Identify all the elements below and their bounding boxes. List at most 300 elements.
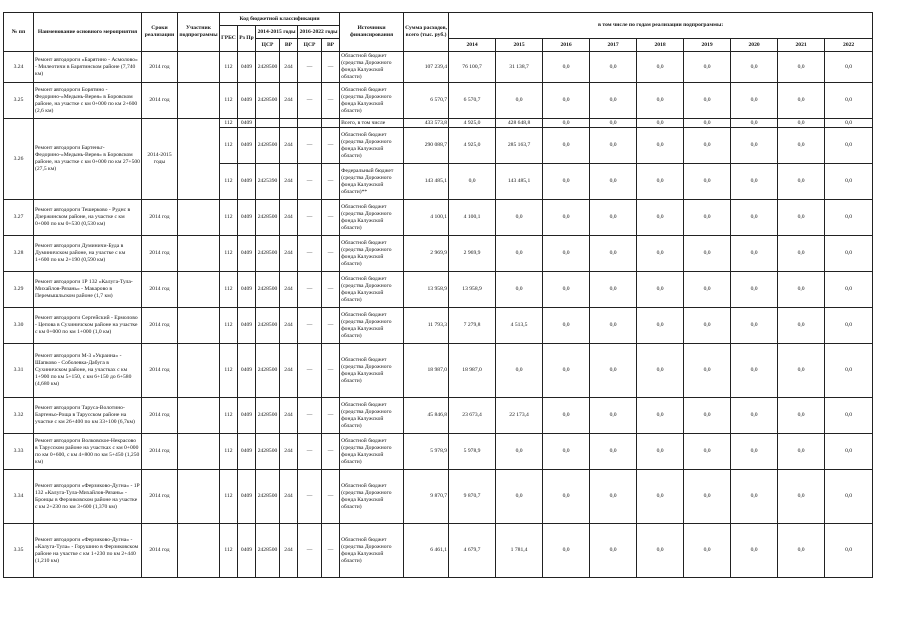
year-value-cell: 0,0 (825, 470, 873, 524)
year-value-cell: 0,0 (637, 83, 684, 119)
year-value-cell: 0,0 (778, 308, 825, 344)
year-value-cell: 23 673,4 (449, 398, 496, 434)
source-cell: Областной бюджет (средства Дорожного фонда Калужской области) (340, 83, 404, 119)
source-cell: Всего, в том числе (340, 119, 404, 128)
row-participant (178, 119, 220, 200)
year-value-cell: 0,0 (543, 83, 590, 119)
csr-cell: 2428500 (256, 272, 280, 308)
year-value-cell: 0,0 (778, 398, 825, 434)
year-value-cell: 0,0 (637, 128, 684, 164)
table-row (4, 83, 873, 119)
row-number: 3.32 (4, 398, 34, 434)
year-value-cell: 4 679,7 (449, 524, 496, 578)
year-value-cell: 0,0 (590, 344, 637, 398)
row-name: Ремонт автодороги М-3 «Украина» - Шапково - Соболевка-Дабуга в Сухиничском районе, на участках с км 1+900 по км 5+150, с км 6+150 до 6+580 (4,680 км) (34, 344, 142, 398)
year-value-cell: 0,0 (778, 200, 825, 236)
year-value-cell: 0,0 (731, 308, 778, 344)
row-participant (178, 236, 220, 272)
csr2-cell: — (298, 308, 322, 344)
table-row (4, 308, 873, 344)
year-value-cell: 0,0 (825, 308, 873, 344)
total-cell: 6 570,7 (404, 83, 449, 119)
total-cell: 18 987,0 (404, 344, 449, 398)
year-value-cell: 0,0 (778, 128, 825, 164)
budget-table (3, 12, 873, 578)
year-value-cell: 0,0 (496, 470, 543, 524)
col-name: Наименование основного мероприятия (34, 13, 142, 52)
table-row (4, 398, 873, 434)
grbs-cell: 112 (220, 164, 238, 200)
year-value-cell: 0,0 (590, 434, 637, 470)
year-value-cell: 4 513,5 (496, 308, 543, 344)
row-number: 3.30 (4, 308, 34, 344)
year-value-cell: 0,0 (543, 524, 590, 578)
year-value-cell: 0,0 (496, 83, 543, 119)
row-number: 3.35 (4, 524, 34, 578)
csr-cell: 2425390 (256, 164, 280, 200)
year-value-cell: 0,0 (684, 398, 731, 434)
year-value-cell: 0,0 (543, 164, 590, 200)
col-kbk: Код бюджетной классификации (220, 13, 340, 26)
col-year: 2019 (684, 39, 731, 52)
csr2-cell: — (298, 344, 322, 398)
grbs-cell: 112 (220, 52, 238, 83)
col-year: 2018 (637, 39, 684, 52)
vr-cell: 244 (280, 128, 298, 164)
year-value-cell: 0,0 (684, 128, 731, 164)
grbs-cell: 112 (220, 83, 238, 119)
rzpr-cell: 0409 (238, 83, 256, 119)
source-cell: Областной бюджет (средства Дорожного фонда Калужской области) (340, 524, 404, 578)
row-participant (178, 272, 220, 308)
csr-cell: 2428500 (256, 470, 280, 524)
year-value-cell: 0,0 (825, 52, 873, 83)
row-name: Ремонт автодороги Волковское-Некрасово в Тарусском районе на участках с км 0+000 по км 0+600, с км 4+800 по км 5+450 (1,250 км) (34, 434, 142, 470)
csr-cell: 2428500 (256, 344, 280, 398)
year-value-cell: 0,0 (684, 470, 731, 524)
year-value-cell: 0,0 (731, 398, 778, 434)
year-value-cell: 0,0 (684, 524, 731, 578)
rzpr-cell: 0409 (238, 272, 256, 308)
table-row (4, 344, 873, 398)
row-participant (178, 52, 220, 83)
year-value-cell: 143 485,1 (496, 164, 543, 200)
year-value-cell: 0,0 (590, 164, 637, 200)
col-year: 2020 (731, 39, 778, 52)
vr-cell: 244 (280, 200, 298, 236)
year-value-cell: 0,0 (590, 200, 637, 236)
rzpr-cell: 0409 (238, 119, 256, 128)
source-cell: Областной бюджет (средства Дорожного фонда Калужской области) (340, 308, 404, 344)
year-value-cell: 0,0 (731, 236, 778, 272)
rzpr-cell: 0409 (238, 200, 256, 236)
csr2-cell: — (298, 398, 322, 434)
vr-cell: 244 (280, 344, 298, 398)
csr2-cell: — (298, 128, 322, 164)
year-value-cell: 2 969,9 (449, 236, 496, 272)
year-value-cell: 0,0 (590, 524, 637, 578)
year-value-cell: 0,0 (590, 83, 637, 119)
year-value-cell: 0,0 (778, 236, 825, 272)
year-value-cell: 0,0 (778, 119, 825, 128)
source-cell: Областной бюджет (средства Дорожного фонда Калужской области) (340, 52, 404, 83)
csr2-cell: — (298, 470, 322, 524)
row-number: 3.29 (4, 272, 34, 308)
year-value-cell: 0,0 (825, 272, 873, 308)
year-value-cell: 428 648,8 (496, 119, 543, 128)
year-value-cell: 0,0 (543, 434, 590, 470)
year-value-cell: 0,0 (543, 128, 590, 164)
row-term: 2014 год (142, 236, 178, 272)
grbs-cell: 112 (220, 398, 238, 434)
row-number: 3.24 (4, 52, 34, 83)
year-value-cell: 6 570,7 (449, 83, 496, 119)
col-year: 2021 (778, 39, 825, 52)
vr-cell: 244 (280, 52, 298, 83)
vr2-cell: — (322, 128, 340, 164)
vr2-cell: — (322, 524, 340, 578)
row-participant (178, 524, 220, 578)
source-cell: Областной бюджет (средства Дорожного фонда Калужской области) (340, 470, 404, 524)
row-term: 2014 год (142, 52, 178, 83)
year-value-cell: 0,0 (590, 470, 637, 524)
year-value-cell: 0,0 (825, 128, 873, 164)
rzpr-cell: 0409 (238, 434, 256, 470)
csr-cell: 2428500 (256, 236, 280, 272)
year-value-cell: 0,0 (684, 52, 731, 83)
year-value-cell: 0,0 (778, 83, 825, 119)
row-term: 2014-2015 годы (142, 119, 178, 200)
rzpr-cell: 0409 (238, 128, 256, 164)
row-name: Ремонт автодороги «Барятино - Асмолово» - Милеотичи в Барятинском районе (7,740 км) (34, 52, 142, 83)
year-value-cell: 0,0 (637, 308, 684, 344)
source-cell: Областной бюджет (средства Дорожного фонда Калужской области) (340, 272, 404, 308)
year-value-cell: 31 138,7 (496, 52, 543, 83)
year-value-cell: 0,0 (637, 398, 684, 434)
col-vr: ВР (280, 39, 298, 52)
year-value-cell: 0,0 (825, 524, 873, 578)
total-cell: 45 846,8 (404, 398, 449, 434)
year-value-cell: 0,0 (684, 344, 731, 398)
year-value-cell: 0,0 (543, 272, 590, 308)
year-value-cell: 0,0 (684, 119, 731, 128)
year-value-cell: 0,0 (731, 128, 778, 164)
year-value-cell: 4 925,0 (449, 119, 496, 128)
year-value-cell: 13 958,9 (449, 272, 496, 308)
row-participant (178, 344, 220, 398)
col-by-years: в том числе по годам реализации подпрограммы: (449, 13, 873, 39)
year-value-cell: 0,0 (825, 200, 873, 236)
row-name: Ремонт автодороги 1Р 132 «Калуга-Тула-Михайлов-Рязань» - Макарово в Перемышльском районе (1,7 км) (34, 272, 142, 308)
csr2-cell: — (298, 524, 322, 578)
row-participant (178, 398, 220, 434)
rzpr-cell: 0409 (238, 524, 256, 578)
csr2-cell: — (298, 236, 322, 272)
csr2-cell: — (298, 83, 322, 119)
table-row (4, 119, 873, 128)
row-participant (178, 434, 220, 470)
row-name: Ремонт автодороги Бартеньг-Федорино-«Медынь-Верея» в Боровском районе, на участке с км 0+000 по км 27+500 (27,5 км) (34, 119, 142, 200)
total-cell: 4 100,1 (404, 200, 449, 236)
year-value-cell: 0,0 (825, 119, 873, 128)
source-cell: Областной бюджет (средства Дорожного фонда Калужской области) (340, 200, 404, 236)
vr2-cell: — (322, 344, 340, 398)
vr2-cell: — (322, 83, 340, 119)
row-participant (178, 308, 220, 344)
vr2-cell (322, 119, 340, 128)
col-rzpr: Рз Пр (238, 26, 256, 52)
row-name: Ремонт автодороги «Ферзиково-Дугна» - «Калуга-Тула» - Горушино в Ферзиковском районе на участке с км 1+230 по км 2+440 (1,210 км) (34, 524, 142, 578)
source-cell: Областной бюджет (средства Дорожного фонда Калужской области) (340, 434, 404, 470)
year-value-cell: 0,0 (731, 524, 778, 578)
table-row (4, 272, 873, 308)
row-term: 2014 год (142, 308, 178, 344)
rzpr-cell: 0409 (238, 398, 256, 434)
year-value-cell: 285 163,7 (496, 128, 543, 164)
row-number: 3.27 (4, 200, 34, 236)
total-cell: 290 088,7 (404, 128, 449, 164)
year-value-cell: 0,0 (684, 308, 731, 344)
rzpr-cell: 0409 (238, 236, 256, 272)
year-value-cell: 0,0 (684, 83, 731, 119)
rzpr-cell: 0409 (238, 344, 256, 398)
year-value-cell: 0,0 (496, 344, 543, 398)
row-number: 3.31 (4, 344, 34, 398)
source-cell: Областной бюджет (средства Дорожного фонда Калужской области) (340, 398, 404, 434)
year-value-cell: 0,0 (731, 434, 778, 470)
csr-cell: 2428500 (256, 128, 280, 164)
source-cell: Областной бюджет (средства Дорожного фонда Калужской области) (340, 236, 404, 272)
vr2-cell: — (322, 52, 340, 83)
year-value-cell: 0,0 (778, 434, 825, 470)
year-value-cell: 0,0 (496, 236, 543, 272)
row-term: 2014 год (142, 272, 178, 308)
year-value-cell: 0,0 (590, 52, 637, 83)
vr-cell: 244 (280, 272, 298, 308)
year-value-cell: 0,0 (543, 308, 590, 344)
grbs-cell: 112 (220, 524, 238, 578)
grbs-cell: 112 (220, 308, 238, 344)
year-value-cell: 0,0 (637, 524, 684, 578)
year-value-cell: 0,0 (684, 200, 731, 236)
row-term: 2014 год (142, 83, 178, 119)
col-grbs: ГРБС (220, 26, 238, 52)
year-value-cell: 0,0 (778, 164, 825, 200)
year-value-cell: 0,0 (496, 200, 543, 236)
year-value-cell: 0,0 (590, 119, 637, 128)
year-value-cell: 0,0 (637, 236, 684, 272)
vr2-cell: — (322, 308, 340, 344)
year-value-cell: 0,0 (543, 52, 590, 83)
year-value-cell: 0,0 (684, 272, 731, 308)
year-value-cell: 0,0 (496, 434, 543, 470)
year-value-cell: 76 100,7 (449, 52, 496, 83)
csr2-cell: — (298, 272, 322, 308)
row-term: 2014 год (142, 200, 178, 236)
year-value-cell: 5 978,9 (449, 434, 496, 470)
vr-cell: 244 (280, 398, 298, 434)
rzpr-cell: 0409 (238, 308, 256, 344)
year-value-cell: 0,0 (590, 272, 637, 308)
vr-cell: 244 (280, 164, 298, 200)
vr-cell: 244 (280, 524, 298, 578)
row-term: 2014 год (142, 434, 178, 470)
year-value-cell: 0,0 (637, 52, 684, 83)
col-vr2: ВР (322, 39, 340, 52)
year-value-cell: 4 925,0 (449, 128, 496, 164)
year-value-cell: 0,0 (778, 344, 825, 398)
table-row (4, 200, 873, 236)
total-cell: 13 958,9 (404, 272, 449, 308)
year-value-cell: 0,0 (637, 200, 684, 236)
year-value-cell: 0,0 (590, 308, 637, 344)
year-value-cell: 0,0 (543, 236, 590, 272)
year-value-cell: 0,0 (449, 164, 496, 200)
vr2-cell: — (322, 470, 340, 524)
row-number: 3.33 (4, 434, 34, 470)
total-cell: 2 969,9 (404, 236, 449, 272)
total-cell: 5 978,9 (404, 434, 449, 470)
row-name: Ремонт автодороги «Ферзиково-Дугна» - 1Р 132 «Калуга-Тула-Михайлов-Рязань» - Бронцы в Ферзиковском районе на участке с км 2+230 по км 3+600 (1,370 км) (34, 470, 142, 524)
year-value-cell: 0,0 (543, 119, 590, 128)
table-body (4, 52, 873, 578)
year-value-cell: 22 173,4 (496, 398, 543, 434)
vr-cell: 244 (280, 470, 298, 524)
row-number: 3.26 (4, 119, 34, 200)
year-value-cell: 0,0 (778, 52, 825, 83)
total-cell: 433 573,8 (404, 119, 449, 128)
vr2-cell: — (322, 398, 340, 434)
col-year: 2014 (449, 39, 496, 52)
col-year: 2016 (543, 39, 590, 52)
row-name: Ремонт автодороги Думиничи-Буда в Думиничском районе, на участке с км 1+600 по км 2+190 (0,590 км) (34, 236, 142, 272)
row-participant (178, 470, 220, 524)
year-value-cell: 0,0 (637, 119, 684, 128)
col-2016-2022: 2016-2022 годы (298, 26, 340, 39)
vr2-cell: — (322, 200, 340, 236)
year-value-cell: 0,0 (637, 164, 684, 200)
grbs-cell: 112 (220, 119, 238, 128)
csr-cell: 2428500 (256, 308, 280, 344)
row-participant (178, 83, 220, 119)
year-value-cell: 0,0 (543, 344, 590, 398)
year-value-cell: 0,0 (778, 470, 825, 524)
csr-cell: 2428500 (256, 434, 280, 470)
grbs-cell: 112 (220, 128, 238, 164)
year-value-cell: 0,0 (637, 470, 684, 524)
csr2-cell (298, 119, 322, 128)
table-row (4, 524, 873, 578)
col-csr2: ЦСР (298, 39, 322, 52)
year-value-cell: 0,0 (731, 83, 778, 119)
csr-cell: 2428500 (256, 200, 280, 236)
year-value-cell: 0,0 (825, 344, 873, 398)
col-sources: Источники финансирования (340, 13, 404, 52)
year-value-cell: 0,0 (731, 470, 778, 524)
row-name: Ремонт автодороги Тешерково - Руднс в Дзержинском районе, на участке с км 0+000 по км 0+530 (0,530 км) (34, 200, 142, 236)
year-value-cell: 0,0 (543, 398, 590, 434)
vr2-cell: — (322, 236, 340, 272)
year-value-cell: 0,0 (637, 344, 684, 398)
col-year: 2017 (590, 39, 637, 52)
year-value-cell: 0,0 (731, 119, 778, 128)
grbs-cell: 112 (220, 200, 238, 236)
vr-cell: 244 (280, 83, 298, 119)
rzpr-cell: 0409 (238, 52, 256, 83)
year-value-cell: 0,0 (590, 236, 637, 272)
year-value-cell: 0,0 (731, 52, 778, 83)
year-value-cell: 0,0 (543, 200, 590, 236)
rzpr-cell: 0409 (238, 470, 256, 524)
vr2-cell: — (322, 164, 340, 200)
year-value-cell: 0,0 (731, 164, 778, 200)
grbs-cell: 112 (220, 236, 238, 272)
year-value-cell: 0,0 (778, 524, 825, 578)
csr-cell (256, 119, 280, 128)
row-term: 2014 год (142, 470, 178, 524)
col-terms: Сроки реализации (142, 13, 178, 52)
grbs-cell: 112 (220, 272, 238, 308)
csr2-cell: — (298, 200, 322, 236)
vr-cell: 244 (280, 308, 298, 344)
total-cell: 9 870,7 (404, 470, 449, 524)
total-cell: 143 485,1 (404, 164, 449, 200)
year-value-cell: 0,0 (731, 344, 778, 398)
table-row (4, 236, 873, 272)
row-term: 2014 год (142, 524, 178, 578)
year-value-cell: 4 100,1 (449, 200, 496, 236)
year-value-cell: 0,0 (590, 128, 637, 164)
year-value-cell: 0,0 (778, 272, 825, 308)
year-value-cell: 0,0 (731, 200, 778, 236)
year-value-cell: 7 279,8 (449, 308, 496, 344)
grbs-cell: 112 (220, 344, 238, 398)
year-value-cell: 0,0 (637, 272, 684, 308)
col-csr: ЦСР (256, 39, 280, 52)
row-name: Ремонт автодороги Таруса-Волотино-Бартеньо-Роща в Тарусском районе на участке с км 26+400 по км 33+100 (6,7км) (34, 398, 142, 434)
year-value-cell: 0,0 (825, 236, 873, 272)
year-value-cell: 0,0 (825, 83, 873, 119)
col-total: Сумма расходов, всего (тыс. руб.) (404, 13, 449, 52)
csr-cell: 2428500 (256, 83, 280, 119)
grbs-cell: 112 (220, 434, 238, 470)
year-value-cell: 0,0 (825, 434, 873, 470)
rzpr-cell: 0409 (238, 164, 256, 200)
col-year: 2015 (496, 39, 543, 52)
year-value-cell: 0,0 (637, 434, 684, 470)
csr-cell: 2428500 (256, 524, 280, 578)
row-term: 2014 год (142, 344, 178, 398)
row-number: 3.28 (4, 236, 34, 272)
total-cell: 107 239,4 (404, 52, 449, 83)
source-cell: Федеральный бюджет (средства Дорожного фонда Калужской области)** (340, 164, 404, 200)
col-year: 2022 (825, 39, 873, 52)
col-participants: Участник подпрограммы (178, 13, 220, 52)
row-number: 3.34 (4, 470, 34, 524)
source-cell: Областной бюджет (средства Дорожного фонда Калужской области) (340, 344, 404, 398)
year-value-cell: 0,0 (684, 236, 731, 272)
year-value-cell: 0,0 (825, 164, 873, 200)
table-header (4, 13, 873, 52)
year-value-cell: 0,0 (496, 272, 543, 308)
csr-cell: 2428500 (256, 52, 280, 83)
row-name: Ремонт автодороги Борятино - Федорино-«Медынь-Верея» в Боровском районе, на участке с км 0+000 по км 2+600 (2,6 км) (34, 83, 142, 119)
year-value-cell: 0,0 (731, 272, 778, 308)
year-value-cell: 0,0 (543, 470, 590, 524)
col-2014-2015: 2014-2015 годы (256, 26, 298, 39)
total-cell: 6 461,1 (404, 524, 449, 578)
grbs-cell: 112 (220, 470, 238, 524)
